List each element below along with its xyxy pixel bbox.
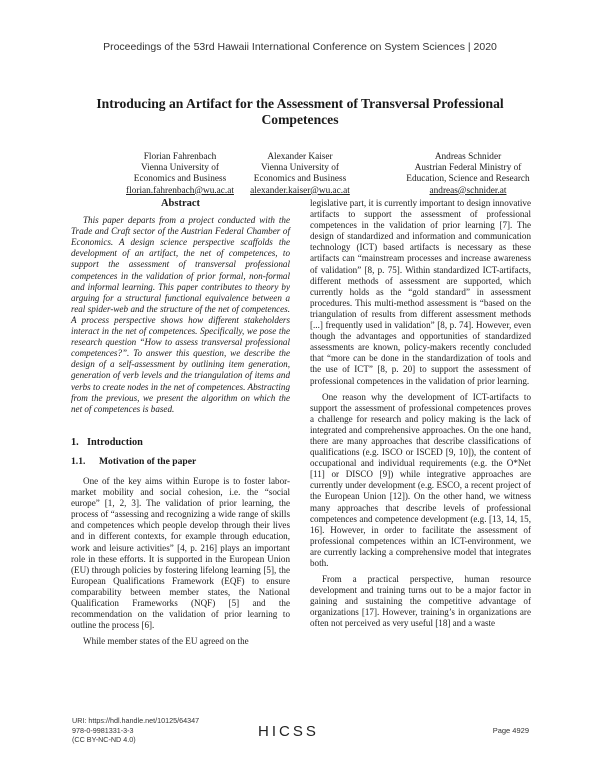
author-affiliation: Education, Science and Research xyxy=(406,174,530,185)
author-block xyxy=(378,152,558,197)
section-title: Introduction xyxy=(87,436,143,448)
subsection-number: 1.1. xyxy=(71,455,86,467)
subsection-title: Motivation of the paper xyxy=(99,455,197,467)
body-paragraph: One reason why the development of ICT-artifacts to support the assessment of professional competences proves a challenge for research and policy making is the lack of integrated and comprehensive approaches. On the one hand, there are many approaches that describe classifications of qualifications (e.g. ISCO or ISCED [9, 10]), the content of occupational and individual requirements (e.g. the O*Net [11] or DISCO [9]) while integrative approaches are currently under development (e.g. ESCO, a recent project of the European Union [12]). On the other hand, we witness many approaches that describe levels of professional competences and competence development (e.g. [13, 14, 15, 16]. However, in order to facilitate the assessment of professional competences within an ICT-environment, we are currently lacking a comprehensive model that integrates both. xyxy=(310,391,531,568)
author-affiliation: Economics and Business xyxy=(253,174,347,185)
author-affiliation: Vienna University of xyxy=(261,163,339,174)
author-affiliation: Austrian Federal Ministry of xyxy=(414,163,522,174)
author-block xyxy=(210,152,390,197)
subsection-heading xyxy=(71,456,290,467)
body-paragraph: One of the key aims within Europe is to foster labor-market mobility and social cohesion, i.e. the “social europe” [1, 2, 3]. The validation of prior learning, the process of “assessing and recognizing a wide range of skills and competences which people develop through their lives and in different contexts, for example through education, work and leisure activities” [4, p. 216] plays an important role in these efforts. It is supported in the European Union (EU) through policies by fostering lifelong learning [5], the European Qualifications Framework (EQF) to ensure comparability between member states, the National Qualification Frameworks (NQF) [5] and the recommendation on the validation of prior learning to outline the process [6]. xyxy=(71,475,290,631)
footer-uri-link[interactable]: URI: https://hdl.handle.net/10125/64347 xyxy=(72,716,200,725)
abstract-heading: Abstract xyxy=(160,198,201,209)
paper-title: Introducing an Artifact for the Assessment of Transversal Professional Competences xyxy=(96,96,504,127)
footer-license: (CC BY-NC-ND 4.0) xyxy=(72,735,136,744)
footer-metadata xyxy=(72,716,199,745)
author-email-link[interactable]: alexander.kaiser@wu.ac.at xyxy=(250,185,350,196)
author-name: Alexander Kaiser xyxy=(267,152,333,162)
running-header: Proceedings of the 53rd Hawaii International Conference on System Sciences | 2020 xyxy=(103,41,497,53)
hicss-logo: HICSS xyxy=(258,723,319,740)
section-heading xyxy=(71,437,290,448)
section-number: 1. xyxy=(71,436,79,448)
page-number: Page 4929 xyxy=(492,726,529,735)
author-email-link[interactable]: florian.fahrenbach@wu.ac.at xyxy=(126,185,234,196)
author-name: Andreas Schnider xyxy=(434,152,502,162)
author-affiliation: Vienna University of xyxy=(141,163,219,174)
author-name: Florian Fahrenbach xyxy=(143,152,217,162)
body-paragraph: From a practical perspective, human resource development and training turns out to be a major factor in gaining and sustaining the competitive advantage of organizations [17]. However, training’s in organizations are often not perceived as very useful [18] and a waste xyxy=(310,574,531,629)
right-column xyxy=(310,198,531,635)
left-column xyxy=(71,198,290,652)
author-email-link[interactable]: andreas@schnider.at xyxy=(429,185,507,196)
body-paragraph: legislative part, it is currently important to design innovative artifacts to support the assessment of professional competences in the validation of prior learning [7]. The design of standardized and information and communication technology (ICT) based artifacts is necessary as these artifacts can “mainstream processes and increase awareness of validation” [8, p. 75]. Within standardized ICT-artifacts, different methods of assessment are supported, which currently holds as the “gold standard” in assessment procedures. This multi-method assessment is “based on the triangulation of results from different assessment methods [...] frequently used in validation” [8, p. 74]. However, even though the advantages and opportunities of standardized assessments are known, policy-makers recently concluded that “more can be done in the standardization of tools and the use of ICT” [8, p. 20] to support the assessment of professional competences in the validation of prior learning. xyxy=(310,198,531,386)
footer-isbn: 978-0-9981331-3-3 xyxy=(72,725,134,735)
abstract-text: This paper departs from a project conducted with the Trade and Craft sector of the Austrian Federal Chamber of Economics. A design science perspective scaffolds the development of an artifact, the net of competences, to support the assessment of transversal professional competences in the validation of prior formal, non-formal and informal learning. This paper contributes to theory by arguing for a structural functional equivalence between a real spider-web and the structure of the net of competences. A process perspective shows how different stakeholders interact in the net of competences. Specifically, we pose the research question “How to assess transversal professional competences?”. To answer this question, we describe the design of a self-assessment by outlining item generation, generation of verb levels and the triangulation of items and verbs to create nodes in the net of competences. Abstracting from the previous, we present the algorithm on which the net of competences is based. xyxy=(71,215,290,414)
body-paragraph: While member states of the EU agreed on the xyxy=(83,636,249,647)
author-affiliation: Economics and Business xyxy=(133,174,227,185)
